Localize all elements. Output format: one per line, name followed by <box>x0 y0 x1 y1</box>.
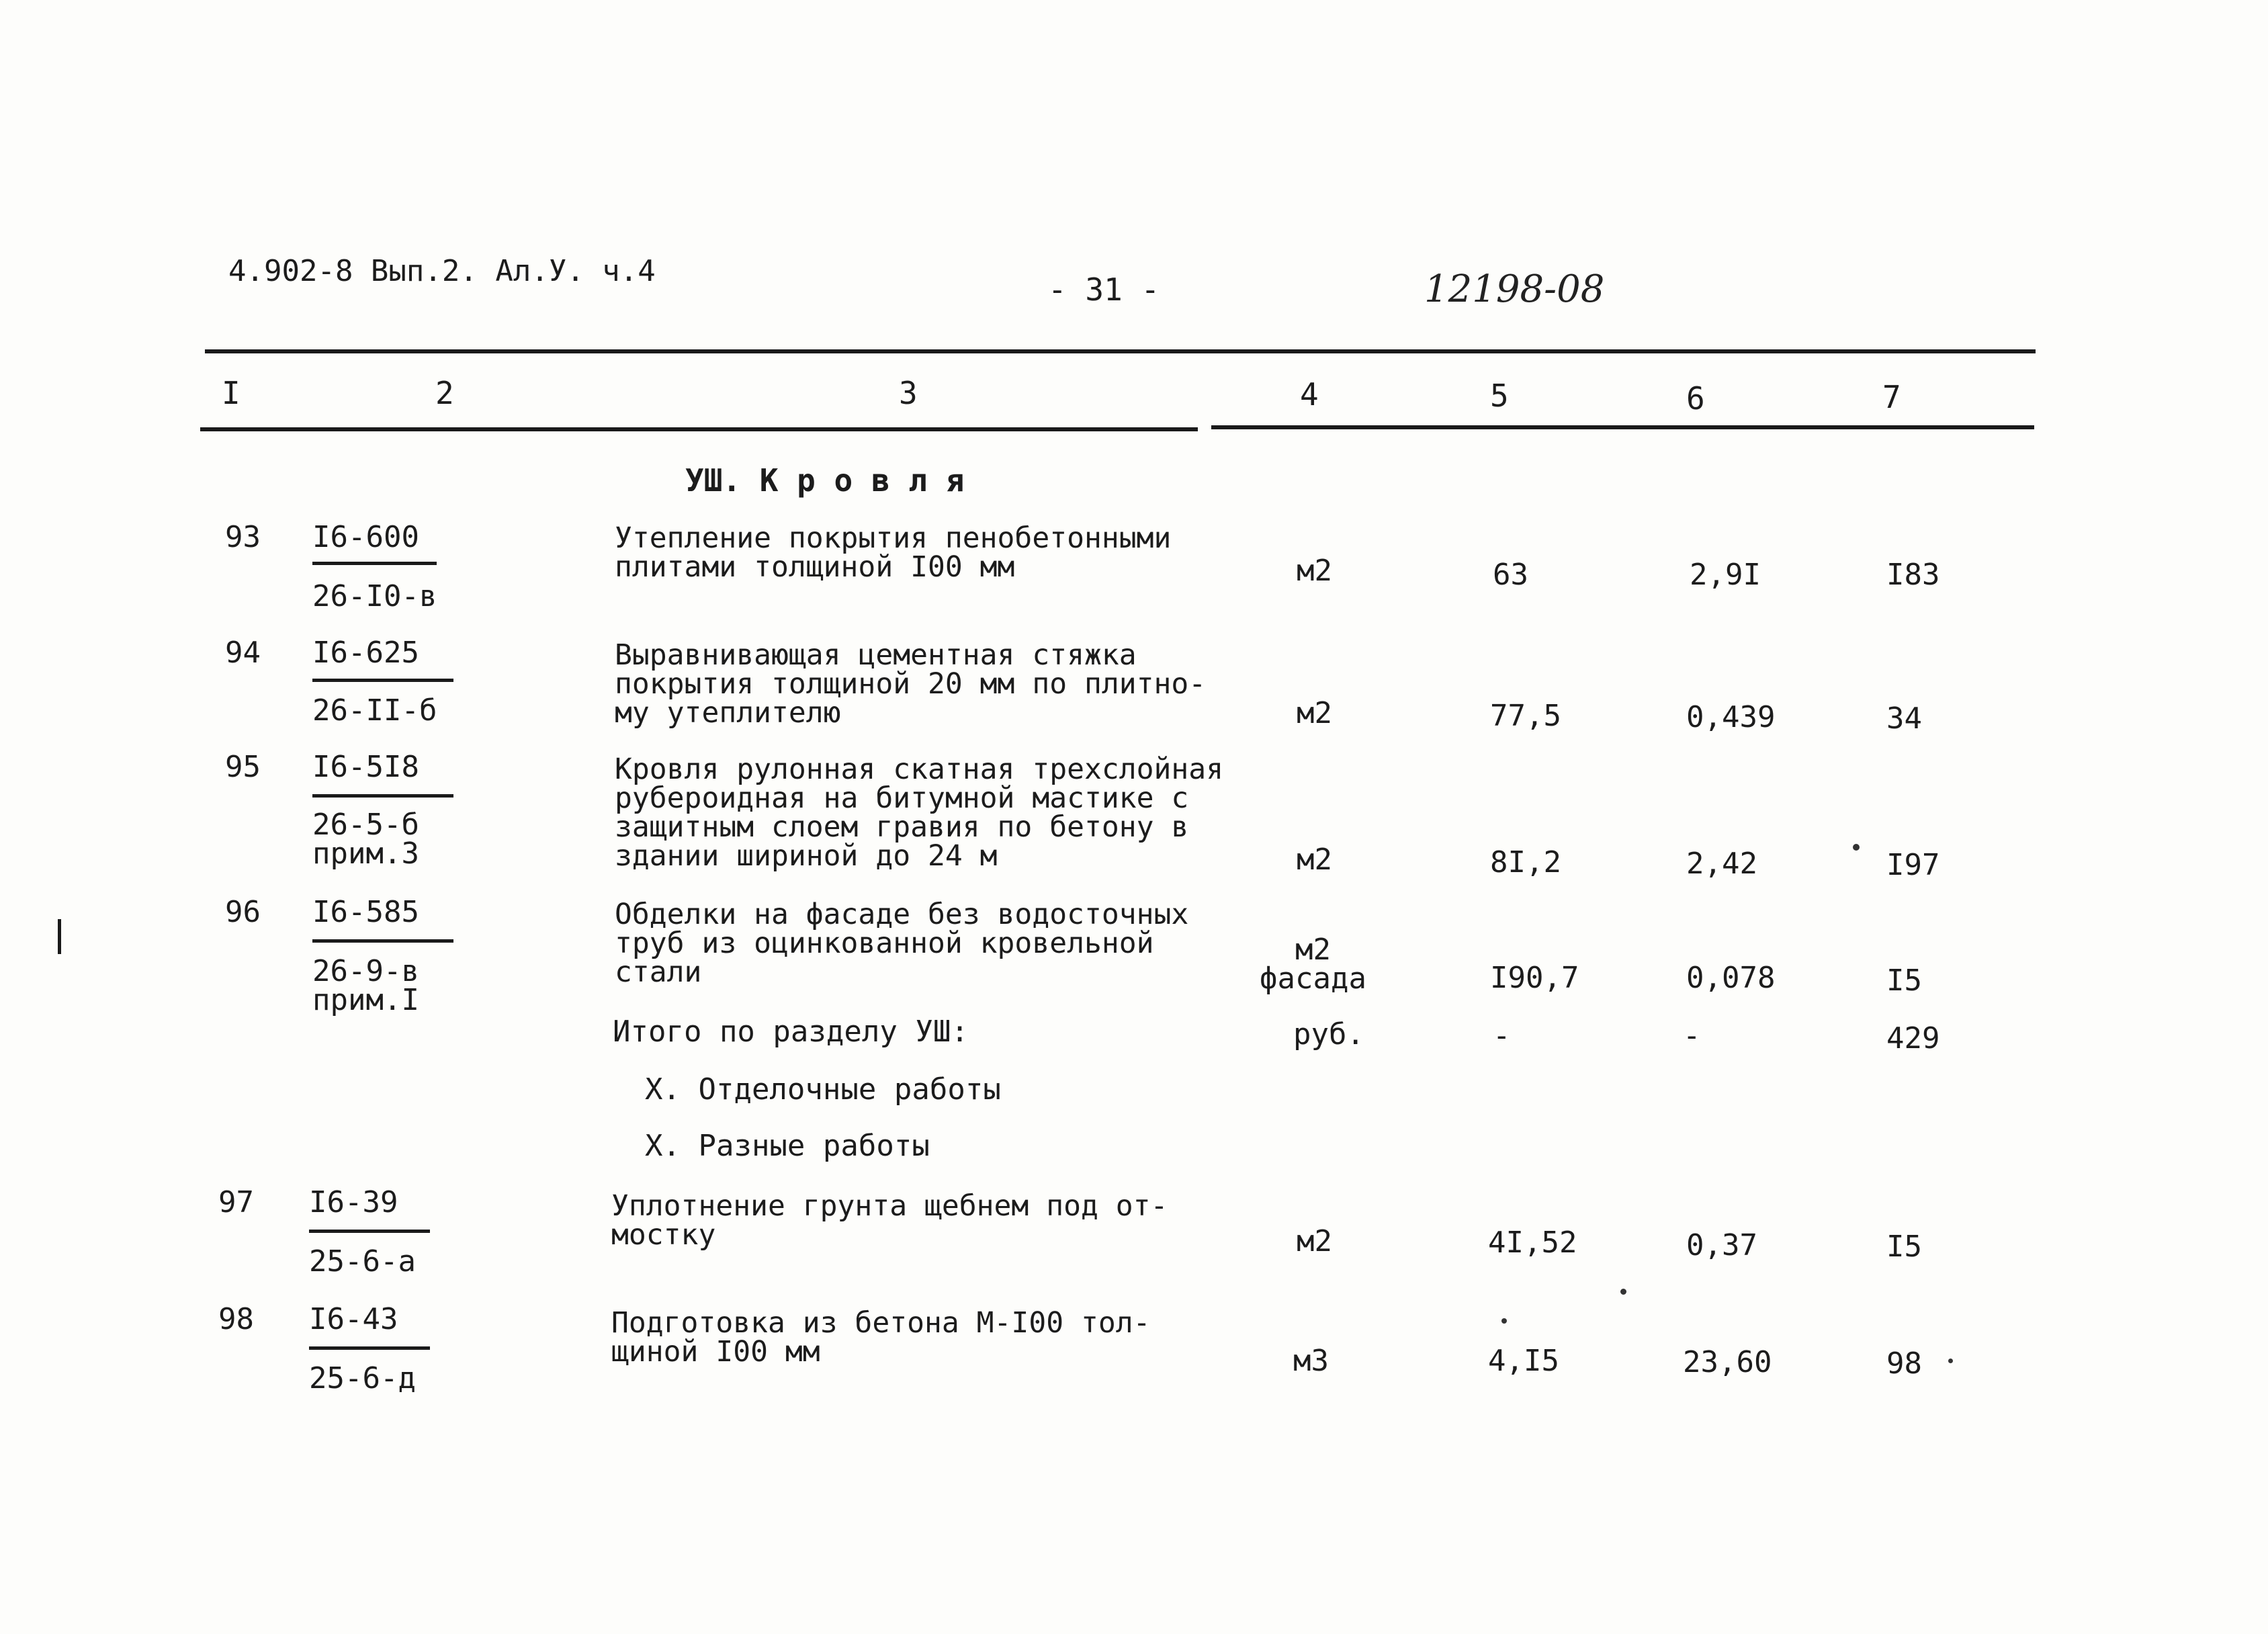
row-number: 93 <box>225 520 261 554</box>
handwritten-code: 12198-08 <box>1424 267 1605 311</box>
work-description: Подготовка из бетона М-I00 тол- щиной I00 мм <box>611 1306 1151 1369</box>
total-cost: I83 <box>1886 558 1940 592</box>
subtotal-unit: руб. <box>1293 1017 1364 1051</box>
subtotal-quantity: - <box>1493 1019 1511 1053</box>
unit: м3 <box>1293 1344 1329 1378</box>
row-number: 95 <box>225 750 261 784</box>
row-number: 98 <box>218 1302 254 1336</box>
code-bottom: 25-6-а <box>309 1244 416 1279</box>
code-top: I6-43 <box>309 1302 398 1336</box>
work-description: Кровля рулонная скатная трехслойная рубероидная на битумной мастике с защитным слоем гравия по бетону в здании шириной до 24 м <box>615 752 1224 873</box>
quantity: 8I,2 <box>1490 845 1561 879</box>
quantity: 4I,52 <box>1488 1226 1577 1260</box>
code-top: I6-39 <box>309 1185 398 1219</box>
row-number: 94 <box>225 636 261 670</box>
quantity: 4,I5 <box>1488 1344 1559 1378</box>
code-divider <box>309 1230 430 1233</box>
total-cost: 34 <box>1886 701 1922 736</box>
code-divider <box>312 794 453 798</box>
code-divider <box>309 1346 430 1350</box>
code-divider <box>312 562 437 565</box>
column-header-5: 5 <box>1490 378 1509 414</box>
header-rule-top <box>205 349 2036 353</box>
section-title-finishing: Х. Отделочные работы <box>645 1072 1001 1107</box>
scan-speck <box>1501 1318 1507 1324</box>
unit: м2 <box>1297 696 1332 730</box>
column-header-3: 3 <box>899 375 918 411</box>
section-title-misc: Х. Разные работы <box>645 1129 930 1163</box>
subtotal-label: Итого по разделу УШ: <box>613 1015 969 1049</box>
total-cost: I5 <box>1886 963 1922 998</box>
column-header-4: 4 <box>1300 376 1319 413</box>
total-cost: 98 <box>1886 1346 1922 1381</box>
scan-speck <box>1620 1289 1626 1295</box>
work-description: Обделки на фасаде без водосточных труб из оцинкованной кровельной стали <box>615 898 1189 989</box>
code-top: I6-5I8 <box>312 750 419 784</box>
column-header-7: 7 <box>1882 379 1901 415</box>
work-description: Утепление покрытия пенобетонными плитами толщиной I00 мм <box>615 521 1172 584</box>
document-reference: 4.902-8 Вып.2. Ал.У. ч.4 <box>228 254 656 288</box>
total-cost: I5 <box>1886 1230 1922 1264</box>
unit-price: 0,37 <box>1686 1228 1757 1262</box>
column-header-1: I <box>222 375 241 411</box>
code-bottom: 25-6-д <box>309 1361 416 1395</box>
unit-price: 0,439 <box>1686 700 1776 734</box>
unit: м2 <box>1297 554 1332 588</box>
column-header-6: 6 <box>1686 380 1705 417</box>
quantity: I90,7 <box>1490 961 1579 995</box>
code-bottom: 26-5-б прим.3 <box>312 808 419 871</box>
subtotal-price: - <box>1683 1019 1701 1053</box>
code-divider <box>312 679 453 682</box>
header-rule-bottom-left <box>200 427 1198 431</box>
code-bottom: 26-9-в прим.I <box>312 954 419 1017</box>
column-header-2: 2 <box>435 375 454 411</box>
work-description: Уплотнение грунта щебнем под от- мостку <box>611 1189 1168 1252</box>
unit-price: 2,42 <box>1686 847 1757 881</box>
quantity: 63 <box>1493 558 1528 592</box>
code-bottom: 26-I0-в <box>312 579 437 613</box>
row-number: 96 <box>225 895 261 929</box>
work-description: Выравнивающая цементная стяжка покрытия толщиной 20 мм по плитно- му утеплителю <box>615 638 1207 730</box>
code-top: I6-585 <box>312 895 419 929</box>
code-top: I6-600 <box>312 520 419 554</box>
code-bottom: 26-II-б <box>312 693 437 728</box>
scan-speck <box>1853 844 1860 851</box>
header-rule-bottom-right <box>1211 425 2034 429</box>
page-number: - 31 - <box>1048 271 1160 308</box>
unit: м2 <box>1297 843 1332 877</box>
subtotal-total: 429 <box>1886 1021 1940 1056</box>
code-top: I6-625 <box>312 636 419 670</box>
unit: м2 <box>1297 1224 1332 1258</box>
quantity: 77,5 <box>1490 699 1561 733</box>
unit-price: 2,9I <box>1690 558 1761 592</box>
total-cost: I97 <box>1886 848 1940 882</box>
unit: м2 фасада <box>1260 933 1366 996</box>
scan-speck <box>1948 1359 1953 1363</box>
code-divider <box>312 939 453 943</box>
unit-price: 0,078 <box>1686 961 1776 995</box>
section-title-roofing: УШ. К р о в л я <box>685 462 965 499</box>
row-number: 97 <box>218 1185 254 1219</box>
scan-edge-mark <box>58 919 61 954</box>
unit-price: 23,60 <box>1683 1345 1772 1379</box>
